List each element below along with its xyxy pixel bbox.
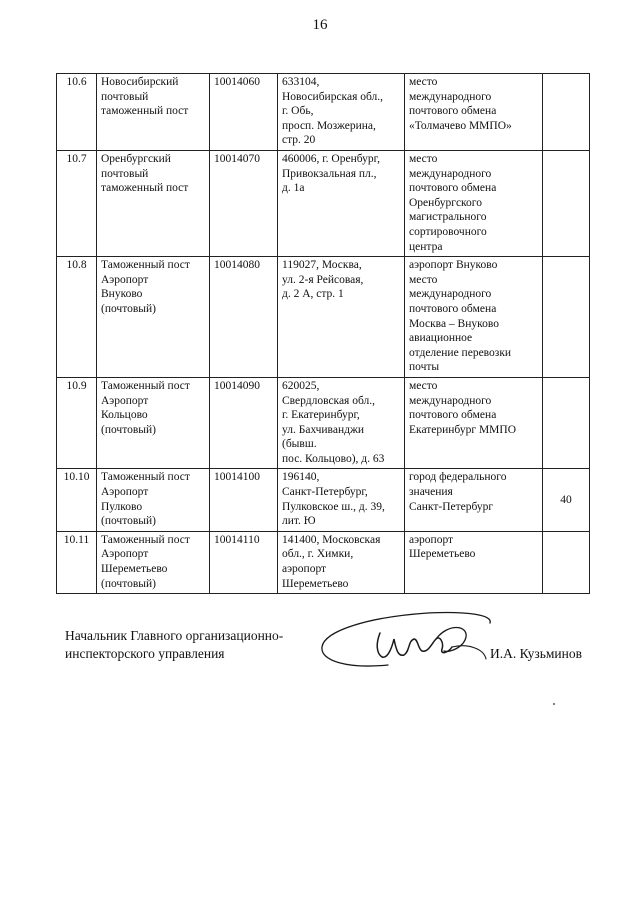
post-code: 10014100 xyxy=(210,469,278,531)
post-name: Оренбургский почтовый таможенный пост xyxy=(97,151,210,257)
post-place: город федерального значения Санкт-Петербург xyxy=(405,469,543,531)
table-row xyxy=(57,257,590,378)
post-name: Таможенный пост Аэропорт Пулково (почтовый) xyxy=(97,469,210,531)
page-number: 16 xyxy=(312,17,328,33)
table-row xyxy=(57,469,590,531)
handwritten-signature xyxy=(318,603,508,683)
post-address: 141400, Московская обл., г. Химки, аэропорт Шереметьево xyxy=(278,531,405,593)
post-name: Таможенный пост Аэропорт Шереметьево (почтовый) xyxy=(97,531,210,593)
scan-speck xyxy=(553,703,555,705)
table-row xyxy=(57,531,590,593)
post-place: место международного почтового обмена «Толмачево ММПО» xyxy=(405,74,543,151)
post-address: 460006, г. Оренбург, Привокзальная пл., д. 1а xyxy=(278,151,405,257)
extra-value xyxy=(543,151,590,257)
row-number: 10.9 xyxy=(57,377,97,469)
post-code: 10014070 xyxy=(210,151,278,257)
post-code: 10014090 xyxy=(210,377,278,469)
row-number: 10.11 xyxy=(57,531,97,593)
post-place: аэропорт Внуково место международного почтового обмена Москва – Внуково авиационное отделение перевозки почты xyxy=(405,257,543,378)
extra-value xyxy=(543,531,590,593)
extra-value xyxy=(543,377,590,469)
post-address: 119027, Москва, ул. 2-я Рейсовая, д. 2 А, стр. 1 xyxy=(278,257,405,378)
post-place: место международного почтового обмена Екатеринбург ММПО xyxy=(405,377,543,469)
post-code: 10014110 xyxy=(210,531,278,593)
row-number: 10.10 xyxy=(57,469,97,531)
post-name: Новосибирский почтовый таможенный пост xyxy=(97,74,210,151)
extra-value: 40 xyxy=(543,469,590,531)
signer-position: Начальник Главного организационно- инспекторского управления xyxy=(65,628,284,661)
post-code: 10014080 xyxy=(210,257,278,378)
row-number: 10.6 xyxy=(57,74,97,151)
post-code: 10014060 xyxy=(210,74,278,151)
post-place: место международного почтового обмена Оренбургского магистрального сортировочного центра xyxy=(405,151,543,257)
row-number: 10.7 xyxy=(57,151,97,257)
post-address: 633104, Новосибирская обл., г. Обь, просп. Мозжерина, стр. 20 xyxy=(278,74,405,151)
table-row xyxy=(57,377,590,469)
signer-name: И.А. Кузьминов xyxy=(490,646,582,661)
post-address: 620025, Свердловская обл., г. Екатеринбург, ул. Бахчиванджи (бывш. пос. Кольцово), д. 63 xyxy=(278,377,405,469)
table-row xyxy=(57,151,590,257)
post-place: аэропорт Шереметьево xyxy=(405,531,543,593)
post-name: Таможенный пост Аэропорт Кольцово (почтовый) xyxy=(97,377,210,469)
post-address: 196140, Санкт-Петербург, Пулковское ш., д. 39, лит. Ю xyxy=(278,469,405,531)
extra-value xyxy=(543,74,590,151)
post-name: Таможенный пост Аэропорт Внуково (почтовый) xyxy=(97,257,210,378)
customs-posts-table xyxy=(56,73,590,594)
row-number: 10.8 xyxy=(57,257,97,378)
extra-value xyxy=(543,257,590,378)
table-row xyxy=(57,74,590,151)
